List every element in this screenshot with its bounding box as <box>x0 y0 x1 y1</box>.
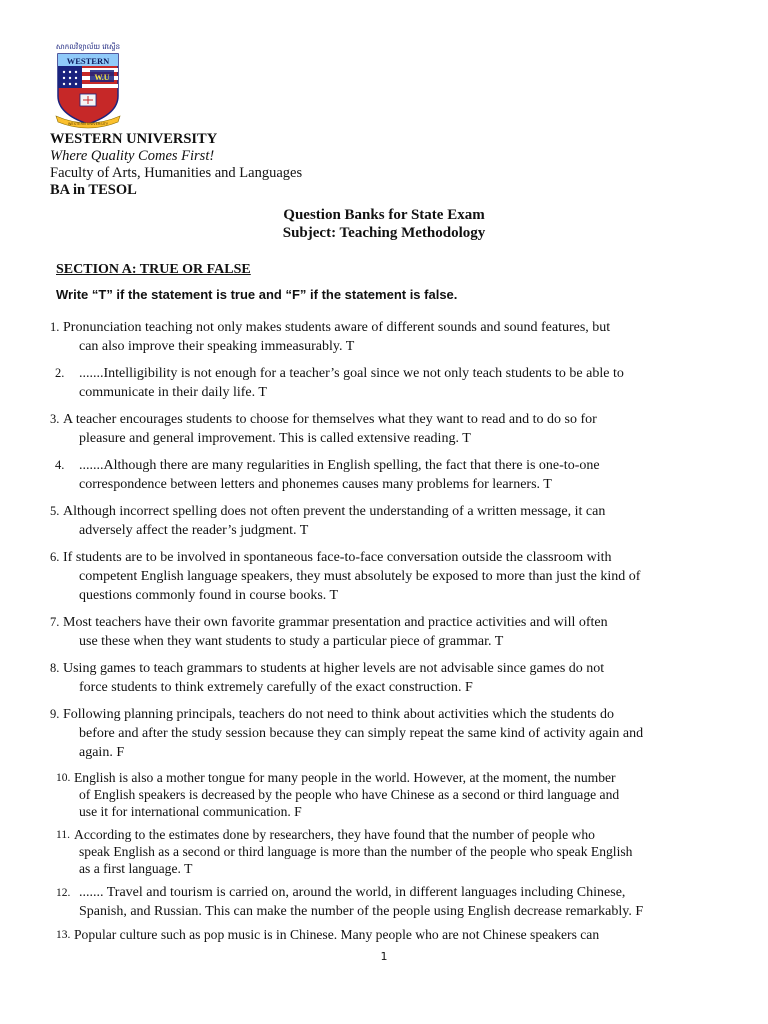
question-item <box>50 364 710 402</box>
question-number: 9. <box>50 707 60 721</box>
question-text: Popular culture such as pop music is in Chinese. Many people who are not Chinese speakers can <box>74 927 600 942</box>
question-number: 13. <box>56 929 71 941</box>
question-text-continued: questions commonly found in course books. T <box>79 588 339 603</box>
university-name: WESTERN UNIVERSITY <box>50 131 218 147</box>
question-text: Following planning principals, teachers do not need to think about activities which the students do <box>63 707 614 722</box>
question-item <box>50 659 710 697</box>
question-text: Although incorrect spelling does not often prevent the understanding of a written message, it can <box>63 504 606 519</box>
question-number: 12. <box>56 887 71 899</box>
question-item <box>50 613 710 651</box>
question-item <box>50 502 710 540</box>
question-number: 10. <box>56 772 71 784</box>
question-number: 6. <box>50 550 60 564</box>
question-text-continued: as a first language. T <box>79 861 193 876</box>
university-logo <box>50 40 126 132</box>
question-text: Using games to teach grammars to students at higher levels are not advisable since games do not <box>63 661 605 676</box>
question-text: Most teachers have their own favorite grammar presentation and practice activities and will often <box>63 615 608 630</box>
degree-name: BA in TESOL <box>50 182 137 198</box>
question-number: 7. <box>50 615 60 629</box>
question-text-continued: before and after the study session because they can simply repeat the same kind of activity again and <box>79 726 644 741</box>
question-text: .......Although there are many regularities in English spelling, the fact that there is one-to-one <box>79 458 600 473</box>
question-text-continued: use these when they want students to study a particular piece of grammar. T <box>79 634 504 649</box>
question-item <box>50 826 710 877</box>
question-text-continued: competent English language speakers, they must absolutely be exposed to more than just the kind of <box>79 569 641 584</box>
question-text-continued: of English speakers is decreased by the people who have Chinese as a second or third language and <box>79 787 620 802</box>
university-crest-icon <box>50 40 126 132</box>
question-item <box>50 769 710 820</box>
svg-text:W.U: W.U <box>94 73 110 82</box>
university-motto: Where Quality Comes First! <box>50 148 215 164</box>
question-item <box>50 318 710 356</box>
question-item <box>50 410 710 448</box>
question-text: Pronunciation teaching not only makes students aware of different sounds and sound features, but <box>63 320 611 335</box>
question-text: English is also a mother tongue for many people in the world. However, at the moment, the number <box>74 770 616 785</box>
question-number: 3. <box>50 412 60 426</box>
question-text-continued: again. F <box>79 745 125 760</box>
question-text: A teacher encourages students to choose for themselves what they want to read and to do so for <box>63 412 597 427</box>
question-item <box>50 456 710 494</box>
question-number: 4. <box>55 458 65 472</box>
question-text: According to the estimates done by researchers, they have found that the number of people who <box>74 827 595 842</box>
question-text-continued: pleasure and general improvement. This is called extensive reading. T <box>79 431 471 446</box>
question-number: 2. <box>55 366 65 380</box>
question-text-continued: speak English as a second or third language is more than the number of the people who speak English <box>79 844 633 859</box>
svg-text:សាកលវិទ្យាល័យ វេស្ទើន: សាកលវិទ្យាល័យ វេស្ទើន <box>55 43 121 51</box>
question-item <box>50 548 710 605</box>
question-number: 11. <box>56 829 70 841</box>
question-text-continued: use it for international communication. F <box>79 804 302 819</box>
question-text: If students are to be involved in spontaneous face-to-face conversation outside the classroom with <box>63 550 612 565</box>
question-text-continued: correspondence between letters and phonemes causes many problems for learners. T <box>79 477 552 492</box>
question-item <box>50 705 710 762</box>
question-item <box>50 926 710 943</box>
question-text-continued: adversely affect the reader’s judgment. T <box>79 523 309 538</box>
svg-text:WESTERN UNIVERSITY: WESTERN UNIVERSITY <box>67 122 109 126</box>
svg-text:WESTERN: WESTERN <box>66 56 110 66</box>
question-text-continued: communicate in their daily life. T <box>79 385 267 400</box>
document-title: Question Banks for State Exam <box>283 207 485 223</box>
section-instruction: Write “T” if the statement is true and “F” if the statement is false. <box>56 287 458 302</box>
question-text: ....... Travel and tourism is carried on, around the world, in different languages including Chinese, <box>79 885 626 900</box>
section-heading: SECTION A: TRUE OR FALSE <box>56 262 251 277</box>
question-number: 5. <box>50 504 60 518</box>
university-header <box>50 131 302 199</box>
question-text-continued: Spanish, and Russian. This can make the number of the people using English decrease remarkably. F <box>79 904 644 919</box>
question-text-continued: force students to think extremely carefully of the exact construction. F <box>79 680 473 695</box>
faculty-name: Faculty of Arts, Humanities and Languages <box>50 165 303 181</box>
document-subject: Subject: Teaching Methodology <box>282 225 486 241</box>
question-number: 1. <box>50 320 60 334</box>
question-text-continued: can also improve their speaking immeasurably. T <box>79 339 355 354</box>
question-item <box>50 883 710 921</box>
page-number: 1 <box>380 950 388 963</box>
question-number: 8. <box>50 661 60 675</box>
question-text: .......Intelligibility is not enough for a teacher’s goal since we not only teach students to be able to <box>79 366 624 381</box>
